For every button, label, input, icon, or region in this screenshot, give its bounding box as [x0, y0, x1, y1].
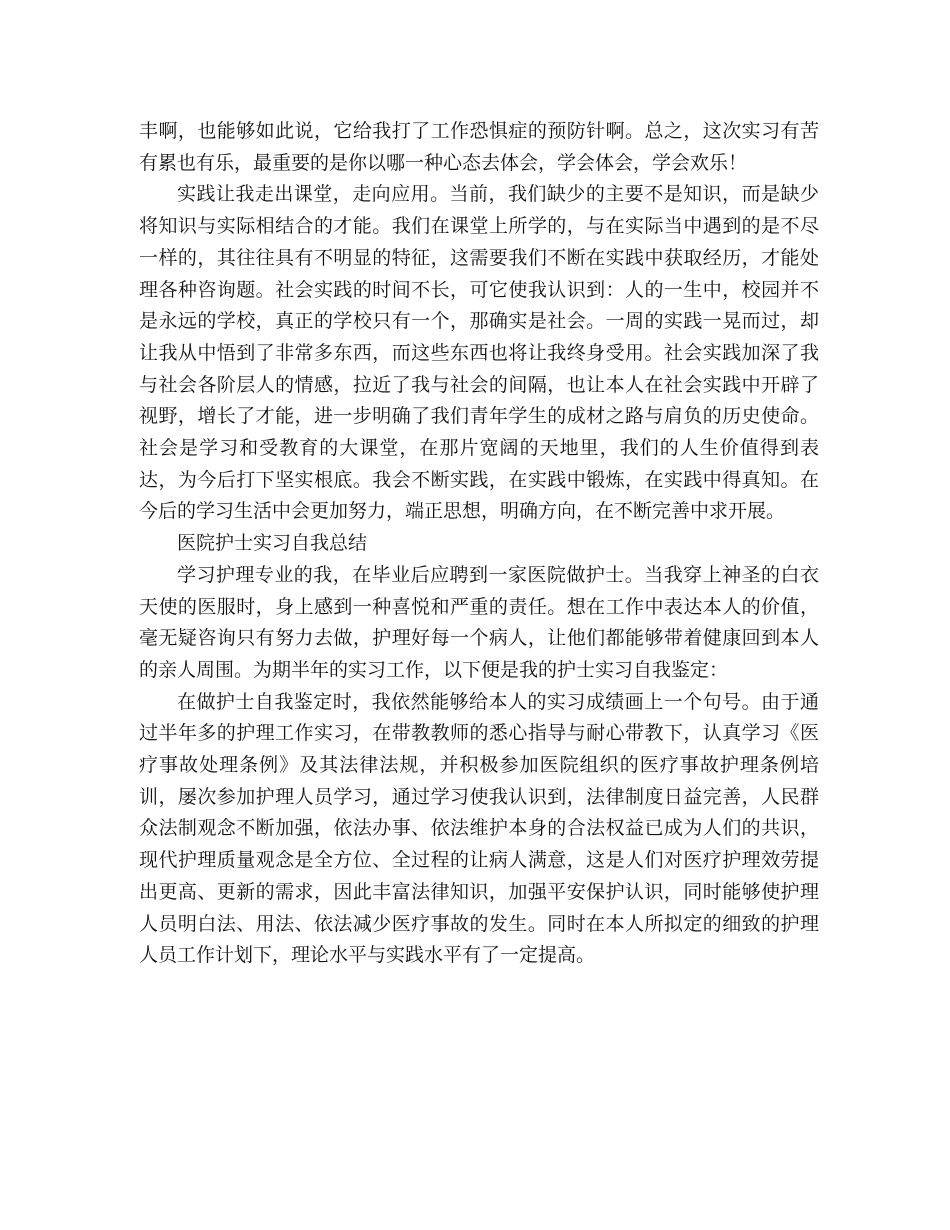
section-title: 医院护士实习自我总结	[177, 532, 368, 555]
paragraph-practice: 实践让我走出课堂，走向应用。当前，我们缺少的主要不是知识，而是缺少将知识与实际相结合的才能。我们在课堂上所学的，与在实际当中遇到的是不尽一样的，其往往具有不明显的特征，这需要我们不断在实践中获取经历，才能处理各种咨询题。社会实践的时间不长，可它使我认识到：人的一生中，校园并不是永远的学校，真正的学校只有一个，那确实是社会。一周的实践一晃而过，却让我从中悟到了非常多东西，而这些东西也将让我终身受用。社会实践加深了我与社会各阶层人的情感，拉近了我与社会的间隔，也让本人在社会实践中开辟了视野，增长了才能，进一步明确了我们青年学生的成材之路与肩负的历史使命。社会是学习和受教育的大课堂，在那片宽阔的天地里，我们的人生价值得到表达，为今后打下坚实根底。我会不断实践，在实践中锻炼，在实践中得真知。在今后的学习生活中会更加努力，端正思想，明确方向，在不断完善中求开展。	[139, 183, 819, 523]
paragraph-self-assessment: 在做护士自我鉴定时，我依然能够给本人的实习成绩画上一个句号。由于通过半年多的护理工作实习，在带教教师的悉心指导与耐心带教下，认真学习《医疗事故处理条例》及其法律法规，并积极参加医院组织的医疗事故护理条例培训，屡次参加护理人员学习，通过学习使我认识到，法律制度日益完善，人民群众法制观念不断加强，依法办事、依法维护本身的合法权益已成为人们的共识，现代护理质量观念是全方位、全过程的让病人满意，这是人们对医疗护理效劳提出更高、更新的需求，因此丰富法律知识，加强平安保护认识，同时能够使护理人员明白法、用法、依法减少医疗事故的发生。同时在本人所拟定的细致的护理人员工作计划下，理论水平与实践水平有了一定提高。	[139, 690, 819, 967]
paragraph-nursing-intro: 学习护理专业的我，在毕业后应聘到一家医院做护士。当我穿上神圣的白衣天使的医服时，身上感到一种喜悦和严重的责任。想在工作中表达本人的价值，毫无疑咨询只有努力去做，护理好每一个病人，让他们都能够带着健康回到本人的亲人周围。为期半年的实习工作，以下便是我的护士实习自我鉴定：	[139, 563, 819, 681]
paragraph-continuation: 丰啊，也能够如此说，它给我打了工作恐惧症的预防针啊。总之，这次实习有苦有累也有乐，最重要的是你以哪一种心态去体会，学会体会，学会欢乐！	[139, 120, 819, 174]
document-page	[139, 116, 819, 972]
